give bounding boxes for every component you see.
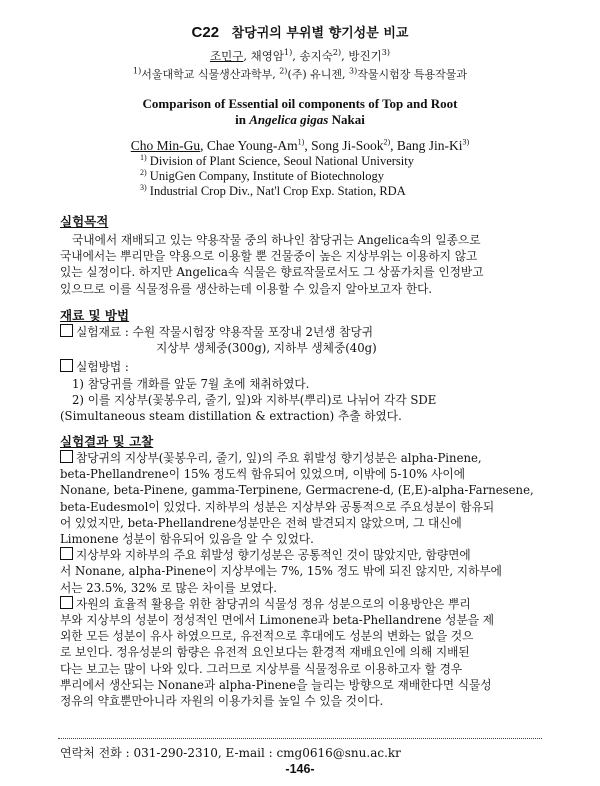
- english-authors: [0, 138, 600, 154]
- method-step: 1) 참당귀를 개화를 앞둔 7월 초에 채취하였다.: [72, 376, 310, 391]
- affil-ko-1-sup: 2): [279, 66, 288, 76]
- english-author-3: , Bang Jin-Ki: [390, 138, 463, 153]
- results-text: 지상부와 지하부의 주요 휘발성 향기성분은 공통적인 것이 많았지만, 함량면에: [76, 548, 471, 563]
- english-title-line1: Comparison of Essential oil components of Top and Root: [142, 96, 458, 111]
- purpose-line: 있으므로 이를 식물정유를 생산하는데 이용할 수 있을지 알아보고자 한다.: [60, 281, 433, 296]
- results-p1-line: 어 있었지만, beta-Phellandrene성분만은 전혀 발견되지 않았으며, 그 대신에: [60, 515, 462, 530]
- korean-author-3-sup: 3): [381, 48, 390, 58]
- circle-bullet-icon: [60, 359, 73, 372]
- korean-author-1-sup: 1): [284, 48, 293, 58]
- material-line: [60, 324, 545, 340]
- circle-bullet-icon: [60, 596, 73, 609]
- english-title-line2: [0, 112, 600, 128]
- results-p3-line: 다는 보고는 많이 나와 있다. 그러므로 지상부를 식물정유로 이용하고자 할 경우: [60, 661, 463, 676]
- english-author-1-sup: 1): [297, 137, 305, 147]
- korean-affiliations: [0, 66, 600, 82]
- english-author-2: , Song Ji-Sook: [304, 138, 384, 153]
- results-p1-line: Limonene 성분이 함유되어 있음을 알 수 있었다.: [60, 532, 314, 547]
- korean-author-2: , 송지숙: [292, 49, 333, 63]
- methods-paragraph: [60, 324, 545, 424]
- results-p1-line: Nonane, beta-Pinene, gamma-Terpinene, Germacrene-d, (E,E)-alpha-Farnesene,: [60, 483, 534, 498]
- purpose-line: 국내에서는 뿌리만을 약용으로 이용할 뿐 건물중이 높은 지상부위는 이용하지 않고: [60, 249, 478, 264]
- results-p1-line: beta-Eudesmol이 있었다. 지하부의 성분은 지상부와 공통적으로 주요성분이 함유되: [60, 499, 495, 514]
- affil-ko-2-sup: 3): [349, 66, 358, 76]
- page-number: -146-: [285, 762, 315, 776]
- korean-title: 참당귀의 부위별 향기성분 비교: [231, 26, 409, 41]
- english-title-pre: in: [235, 112, 250, 127]
- korean-author-2-sup: 2): [332, 48, 342, 58]
- contact-info: 연락처 전화 : 031-290-2310, E-mail : cmg0616@snu.ac.kr: [60, 746, 401, 760]
- affil-en-2-sup: 3): [140, 182, 147, 192]
- affil-en-1-text: UnigGen Company, Institute of Biotechnology: [146, 169, 385, 183]
- affil-en-2-text: Industrial Crop Div., Nat'l Crop Exp. Station, RDA: [146, 184, 406, 198]
- circle-bullet-icon: [60, 450, 73, 463]
- english-title: [0, 96, 600, 128]
- material-line-2: 지상부 생체중(300g), 지하부 생체중(40g): [156, 341, 377, 356]
- english-author-1: , Chae Young-Am: [200, 138, 298, 153]
- affil-ko-2: 작물시험장 특용작물과: [357, 68, 467, 81]
- korean-author-0: 조민구: [210, 49, 244, 63]
- results-text: 자원의 효율적 활용을 위한 참당귀의 식물성 정유 성분으로의 이용방안은 뿌리: [76, 596, 471, 611]
- english-title-species: Angelica gigas: [249, 112, 329, 127]
- korean-author-3: , 방진기: [341, 49, 382, 63]
- korean-author-1: , 채영암: [243, 49, 285, 63]
- results-p2-line: 서 Nonane, alpha-Pinene이 지상부에는 7%, 15% 정도 밖에 되진 않지만, 지하부에: [60, 564, 502, 579]
- abstract-code: C22: [191, 24, 220, 41]
- affil-ko-1: (주) 유니젠,: [287, 68, 350, 81]
- section-heading-purpose: 실험목적: [60, 214, 109, 229]
- results-p2-line: 서는 23.5%, 32% 로 많은 차이를 보였다.: [60, 580, 278, 595]
- affil-en-1-sup: 2): [140, 167, 147, 177]
- affil-en-1: [140, 169, 600, 184]
- section-heading-results: 실험결과 및 고찰: [60, 434, 154, 449]
- results-p3-line: 뿌리에서 생산되는 Nonane과 alpha-Pinene을 늘리는 방향으로 재배한다면 식물성: [60, 677, 492, 692]
- affil-en-0-text: Division of Plant Science, Seoul National University: [146, 154, 414, 168]
- results-p3-line: 부와 지상부의 성분이 정성적인 면에서 Limonene과 beta-Phellandrene 성분을 제: [60, 613, 495, 628]
- affil-en-2: [140, 184, 600, 199]
- results-paragraphs: [60, 450, 545, 709]
- korean-authors: [0, 48, 600, 64]
- affil-en-0: [140, 154, 600, 169]
- material-label: 실험재료 : 수원 작물시험장 약용작물 포장내 2년생 참당귀: [76, 325, 374, 339]
- results-p2-line: [60, 547, 545, 563]
- results-p1-line: beta-Phellandrene이 15% 정도씩 함유되어 있었으며, 이밖에 5-10% 사이에: [60, 467, 466, 482]
- method-step: 2) 이를 지상부(꽃봉우리, 줄기, 잎)와 지하부(뿌리)로 나뉘어 각각 SDE: [72, 392, 437, 407]
- circle-bullet-icon: [60, 324, 73, 337]
- affil-ko-0: 서울대학교 식물생산과학부,: [141, 68, 280, 81]
- results-text: 참당귀의 지상부(꽃봉우리, 줄기, 잎)의 주요 휘발성 향기성분은 alpha-Pinene,: [76, 451, 482, 465]
- footer-divider: [58, 738, 542, 739]
- korean-title-line: [0, 22, 600, 41]
- circle-bullet-icon: [60, 547, 73, 560]
- results-p3-line: [60, 596, 545, 612]
- section-heading-methods: 재료 및 방법: [60, 308, 130, 323]
- results-p1-line: [60, 450, 545, 466]
- results-p3-line: 외한 모든 성분이 유사 하였으므로, 유전적으로 후대에도 성분의 변화는 없을 것으: [60, 629, 474, 644]
- affil-ko-0-sup: 1): [132, 66, 142, 76]
- method-step: (Simultaneous steam distillation & extraction) 추출 하였다.: [60, 409, 402, 424]
- english-affiliations: [0, 154, 600, 199]
- method-label: 실험방법 :: [76, 360, 129, 375]
- english-author-3-sup: 3): [462, 137, 470, 147]
- english-title-post: Nakai: [328, 112, 365, 127]
- results-p3-line: 로 보인다. 정유성분의 함량은 유전적 요인보다는 환경적 재배요인에 의해 지배된: [60, 645, 470, 660]
- purpose-paragraph: [60, 232, 545, 297]
- method-line: [60, 359, 545, 375]
- results-p3-line: 정유의 약효뿐만아니라 자원의 이용가치를 높일 수 있을 것이다.: [60, 694, 384, 709]
- english-author-0: Cho Min-Gu: [130, 138, 201, 153]
- affil-en-0-sup: 1): [140, 152, 147, 162]
- purpose-line: 국내에서 재배되고 있는 약용작물 중의 하나인 참당귀는 Angelica속의 일종으로: [72, 233, 481, 247]
- english-author-2-sup: 2): [383, 137, 391, 147]
- purpose-line: 있는 실정이다. 하지만 Angelica속 식물은 향료작물로서도 그 상품가치를 인정받고: [60, 265, 484, 280]
